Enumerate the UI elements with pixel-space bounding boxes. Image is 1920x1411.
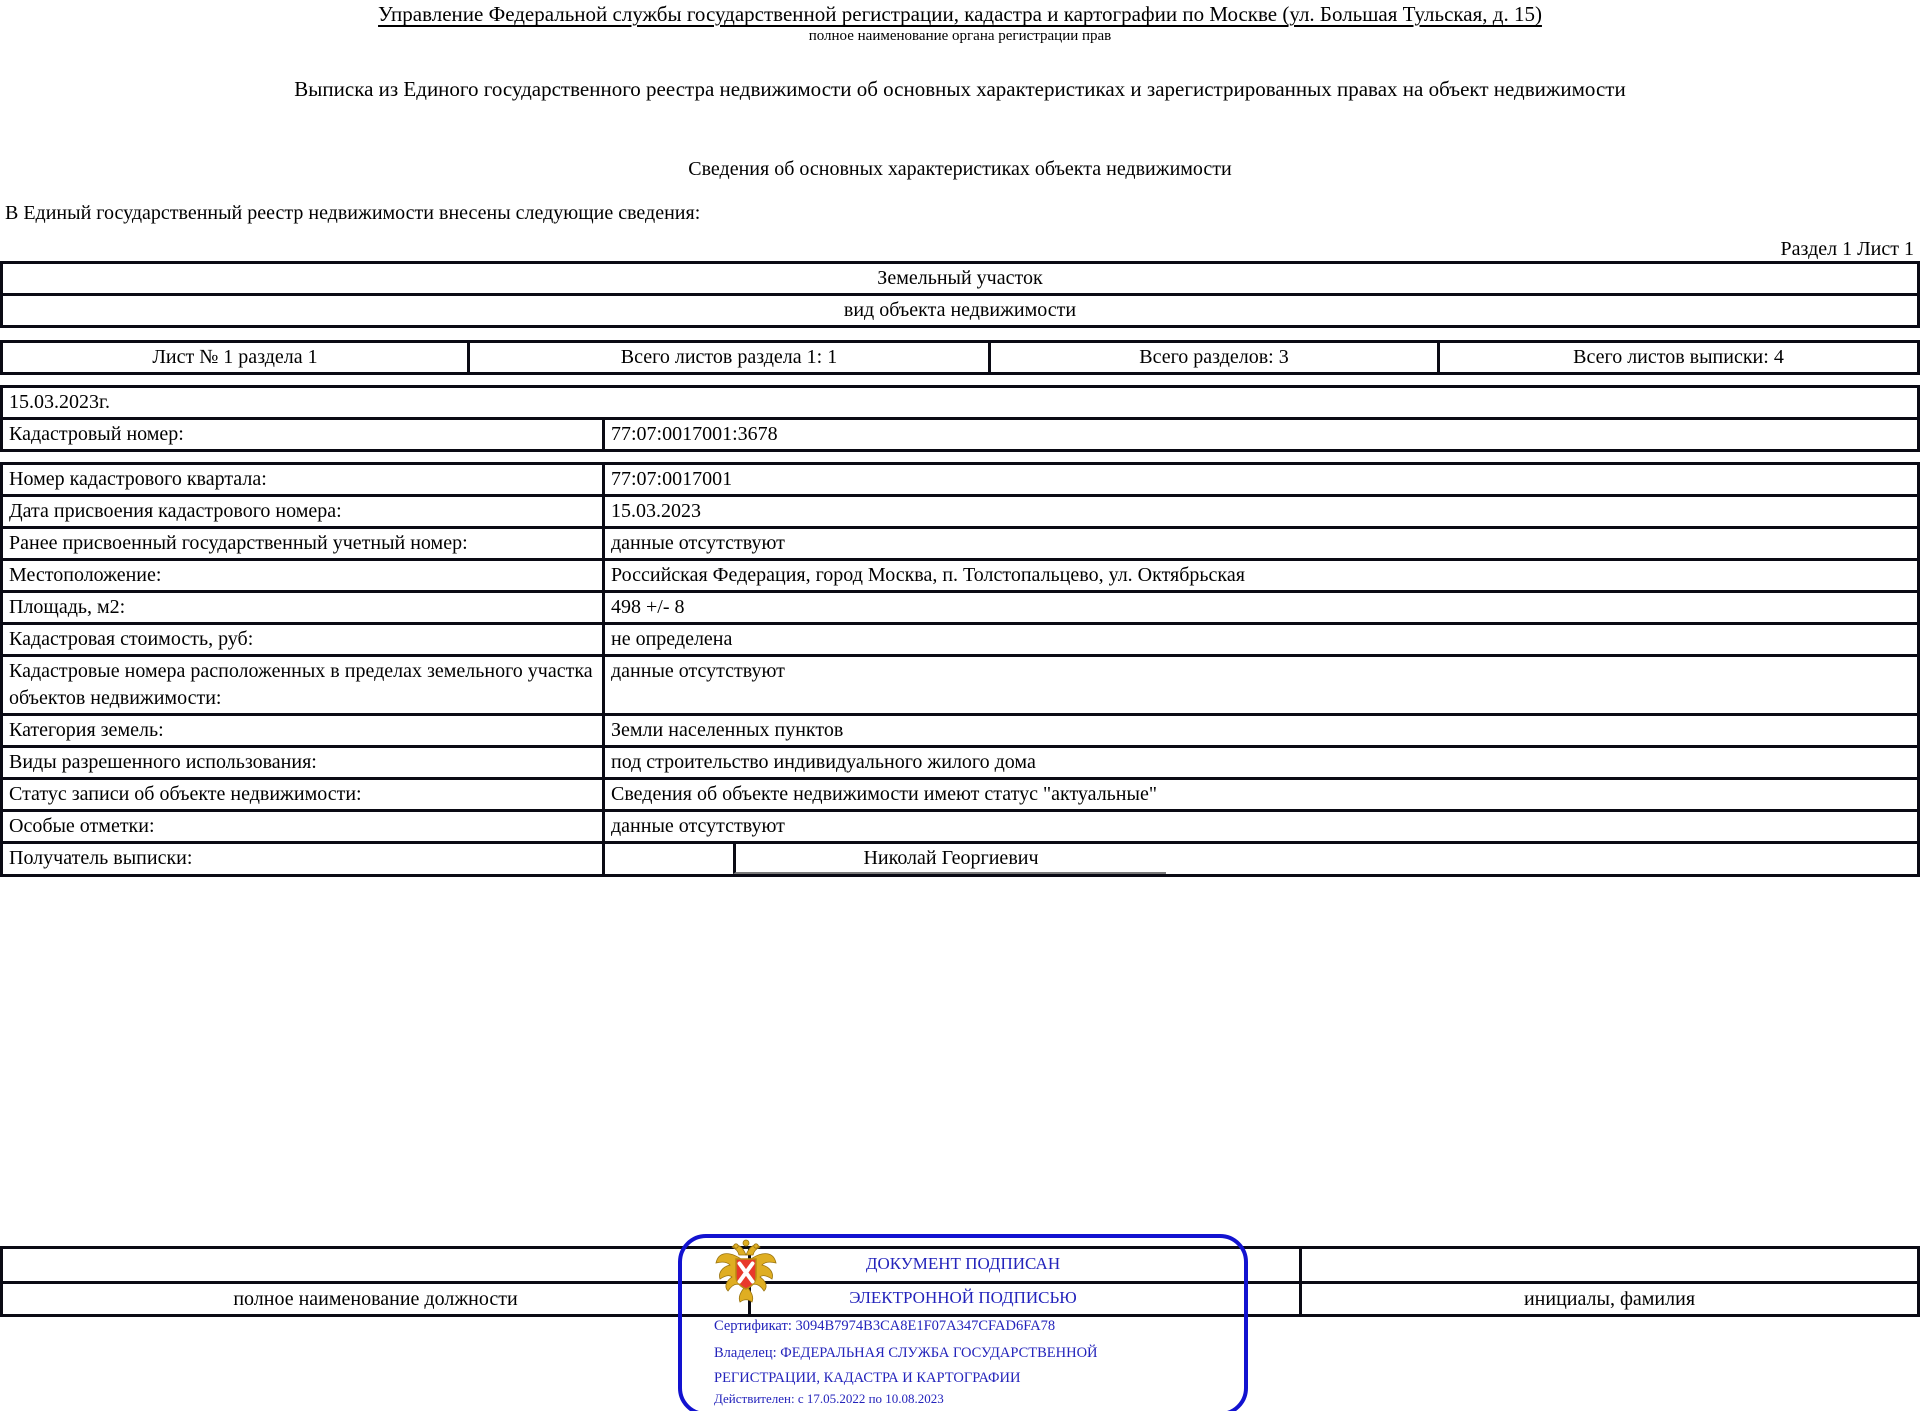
total-sections-cell: Всего разделов: 3: [991, 343, 1440, 372]
total-sheets-section-cell: Всего листов раздела 1: 1: [470, 343, 991, 372]
table-row: [3, 809, 1917, 841]
row-value: Сведения об объекте недвижимости имеют статус "актуальные": [611, 783, 1157, 805]
table-row: [3, 388, 1917, 417]
row-label: Дата присвоения кадастрового номера:: [3, 497, 605, 526]
spacer: [0, 328, 1920, 340]
table-row: [3, 293, 1917, 325]
row-value: под строительство индивидуального жилого дома: [611, 751, 1036, 773]
stamp-validity: Действителен: с 17.05.2022 по 10.08.2023: [714, 1391, 944, 1406]
table-row: [3, 590, 1917, 622]
table-row: [3, 465, 1917, 494]
table-row: [3, 745, 1917, 777]
table-row: [3, 494, 1917, 526]
document-title: Выписка из Единого государственного реестра недвижимости об основных характеристиках и зарегистрированных правах на объект недвижимости: [294, 77, 1626, 101]
table-row: [3, 526, 1917, 558]
recipient-signature-box: Николай Георгиевич: [733, 844, 1166, 874]
table-row: [3, 622, 1917, 654]
spacer: [0, 452, 1920, 462]
table-row: [3, 343, 1917, 372]
table-row: [3, 777, 1917, 809]
row-label: Получатель выписки:: [3, 844, 605, 874]
row-label: Местоположение:: [3, 561, 605, 590]
row-value: [605, 844, 1917, 874]
row-label: Категория земель:: [3, 716, 605, 745]
sheet-number-cell: Лист № 1 раздела 1: [3, 343, 470, 372]
total-sheets-extract-cell: Всего листов выписки: 4: [1573, 346, 1784, 368]
stamp-line-electronic-signature: ЭЛЕКТРОННОЙ ПОДПИСЬЮ: [849, 1288, 1077, 1307]
row-value: 498 +/- 8: [611, 596, 685, 618]
characteristics-table: [0, 462, 1920, 877]
row-value: 15.03.2023: [611, 500, 701, 522]
section-sheet-label: Раздел 1 Лист 1: [1780, 238, 1914, 260]
table-row: [3, 654, 1917, 713]
row-value: 77:07:0017001: [611, 468, 733, 490]
row-label: Кадастровая стоимость, руб:: [3, 625, 605, 654]
stamp-owner-line2: РЕГИСТРАЦИИ, КАДАСТРА И КАРТОГРАФИИ: [714, 1370, 1021, 1386]
row-value: не определена: [611, 628, 733, 650]
object-type-caption: вид объекта недвижимости: [843, 299, 1077, 321]
intro-line: В Единый государственный реестр недвижимости внесены следующие сведения:: [5, 202, 701, 224]
row-label: Ранее присвоенный государственный учетный номер:: [3, 529, 605, 558]
table-row: [3, 264, 1917, 293]
row-label: Номер кадастрового квартала:: [3, 465, 605, 494]
stamp-line-document-signed: ДОКУМЕНТ ПОДПИСАН: [865, 1254, 1061, 1273]
table-row-recipient: [3, 841, 1917, 874]
row-label: Кадастровый номер:: [3, 420, 605, 449]
row-value: Земли населенных пунктов: [611, 719, 844, 741]
stamp-owner-line1: Владелец: ФЕДЕРАЛЬНАЯ СЛУЖБА ГОСУДАРСТВЕННОЙ: [714, 1345, 1098, 1361]
object-type-table: [0, 261, 1920, 328]
registration-authority-title: Управление Федеральной службы государственной регистрации, кадастра и картографии по Москве (ул. Большая Тульская, д. 15): [378, 2, 1542, 26]
row-value: данные отсутствуют: [611, 532, 785, 554]
table-row: [3, 417, 1917, 449]
cadastral-number-table: [0, 385, 1920, 452]
row-value: 77:07:0017001:3678: [611, 423, 778, 445]
row-value: данные отсутствуют: [611, 660, 785, 682]
row-label: Площадь, м2:: [3, 593, 605, 622]
sheet-info-table: [0, 340, 1920, 375]
row-label: Особые отметки:: [3, 812, 605, 841]
extract-date: 15.03.2023г.: [9, 391, 110, 413]
empty-cell: [3, 1249, 751, 1281]
table-row: [3, 558, 1917, 590]
empty-cell: [1302, 1249, 1917, 1281]
name-caption: инициалы, фамилия: [1523, 1288, 1696, 1310]
section-title: Сведения об основных характеристиках объекта недвижимости: [688, 158, 1232, 180]
row-value: данные отсутствуют: [611, 815, 785, 837]
authority-caption: полное наименование органа регистрации прав: [808, 28, 1112, 44]
stamp-certificate: Сертификат: 3094B7974B3CA8E1F07A347CFAD6FA78: [714, 1318, 1056, 1334]
table-row: [3, 713, 1917, 745]
row-label: Статус записи об объекте недвижимости:: [3, 780, 605, 809]
spacer: [0, 375, 1920, 385]
position-caption: полное наименование должности: [3, 1284, 751, 1314]
row-value: Российская Федерация, город Москва, п. Толстопальцево, ул. Октябрьская: [611, 564, 1245, 586]
row-label: Виды разрешенного использования:: [3, 748, 605, 777]
electronic-signature-stamp: [678, 1234, 1248, 1411]
object-type-value: Земельный участок: [877, 267, 1043, 289]
row-label: Кадастровые номера расположенных в пределах земельного участка объектов недвижимости:: [3, 657, 605, 713]
